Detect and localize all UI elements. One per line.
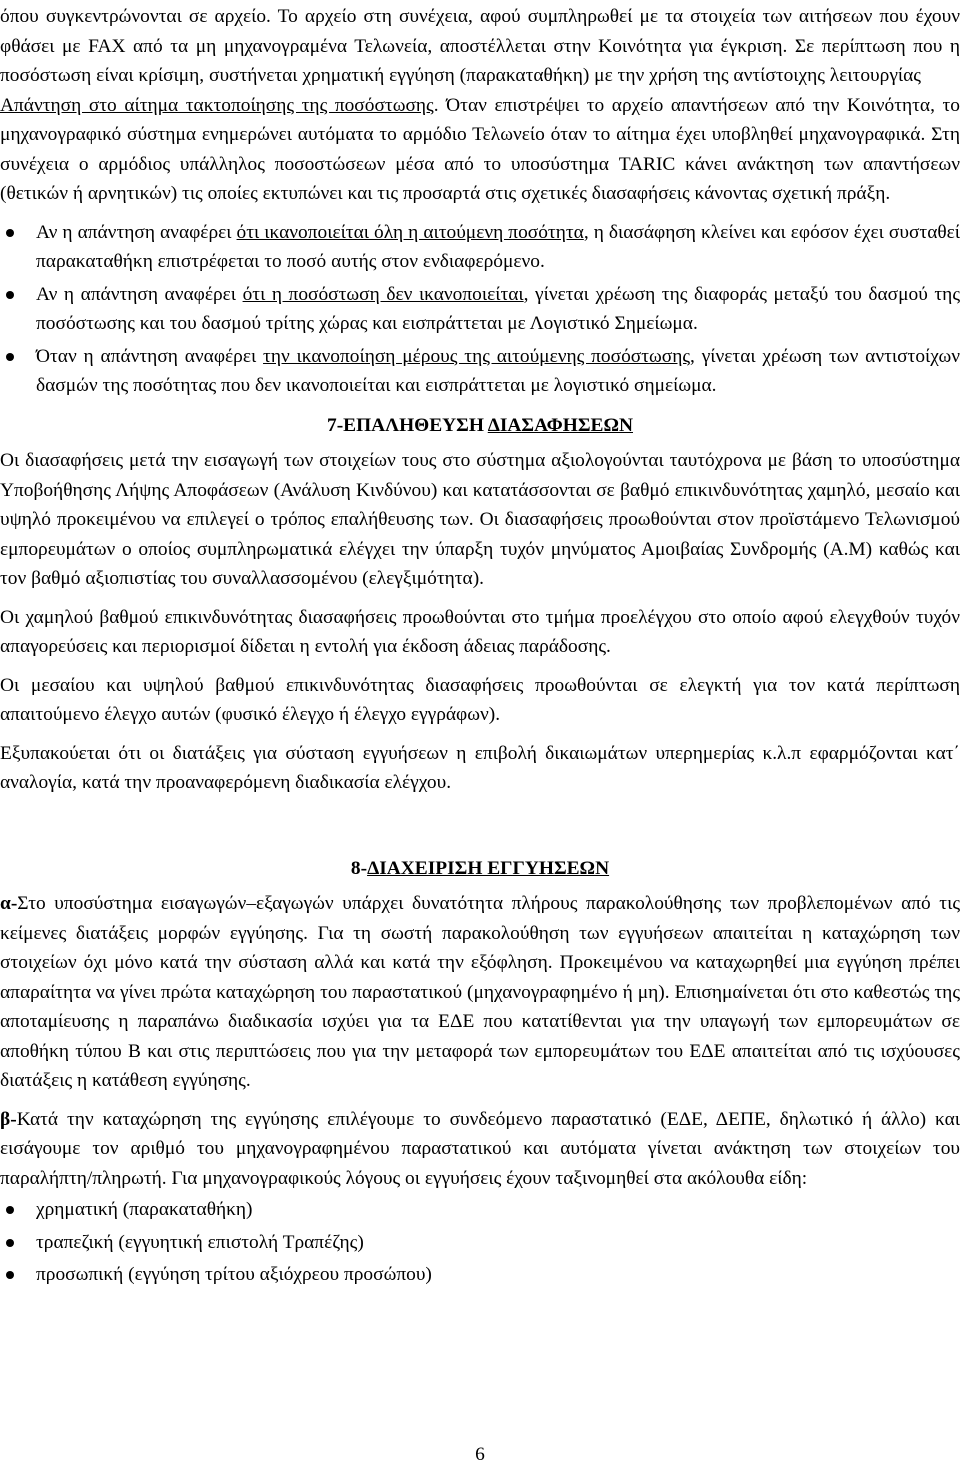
section-8-paragraph-a: α-Στο υποσύστημα εισαγωγών–εξαγωγών υπάρχει δυνατότητα πλήρους παρακολούθησης των προβλεπομένων από τις κείμενες διατάξεις μορφών εγγύησης. Για τη σωστή παρακολούθηση των εγγυήσεων απαιτείται η καταχώρηση των στοιχείων όχι μόνο κατά την σύσταση αλλά και κατά την εξόφληση. Προκειμένου να καταχωρηθεί μια εγγύηση πρέπει απαραίτητα να γίνει πρώτα καταχώρηση του παραστατικού (μηχανογραφημένο ή μη). Επισημαίνεται ότι στο καθεστώς της αποταμίευσης η παραπάνω διαδικασία ισχύει για τα ΕΔΕ που κατατίθενται για την υπαγωγή των εμπορευμάτων σε αποθήκη τύπου Β και στις περιπτώσεις που για την μεταφορά των εμπορευμάτων του ΕΔΕ απαιτείται από τις ισχύουσες διατάξεις η κατάθεση εγγύησης. <box>0 893 960 1091</box>
page-number: 6 <box>475 1444 485 1465</box>
section-8-paragraph-b: β-Κατά την καταχώρηση της εγγύησης επιλέγουμε το συνδεόμενο παραστατικό (ΕΔΕ, ΔΕΠΕ, δηλωτικό ή άλλο) και εισάγουμε τον αριθμό του μηχανογραφημένου παραστατικού και αυτόματα γίνεται ανάκτηση των στοιχείων του παραλήπτη/πληρωτή. Για μηχανογραφικούς λόγους οι εγγυήσεις έχουν ταξινομηθεί στα ακόλουθα είδη: <box>0 1108 960 1189</box>
list-item: τραπεζική (εγγυητική επιστολή Τραπέζης) <box>0 1228 960 1258</box>
list-item: Αν η απάντηση αναφέρει ότι ικανοποιείται όλη η αιτούμενη ποσότητα, η διασάφηση κλείνει και εφόσον έχει συσταθεί παρακαταθήκη επιστρέφεται το ποσό αυτής στον ενδιαφερόμενο. <box>0 218 960 277</box>
section-7-paragraph-3: Οι μεσαίου και υψηλού βαθμού επικινδυνότητας διασαφήσεις προωθούνται σε ελεγκτή για τον κατά περίπτωση απαιτούμενο έλεγχο αυτών (φυσικό έλεγχο ή έλεγχο εγγράφων). <box>0 674 960 725</box>
section-8-heading: 8-ΔΙΑΧΕΙΡΙΣΗ ΕΓΓΥΗΣΕΩΝ <box>350 857 610 879</box>
list-item: προσωπική (εγγύηση τρίτου αξιόχρεου προσώπου) <box>0 1260 960 1290</box>
intro-text-b: . Όταν επιστρέψει το αρχείο απαντήσεων από την Κοινότητα, το μηχανογραφικό σύστημα ενημερώνει αυτόματα το αρμόδιο Τελωνείο όταν το αίτημα έχει υποβληθεί μηχανογραφικά. Στη συνέχεια ο αρμόδιος υπάλληλος ποσοστώσεων μέσα από το υποσύστημα TARIC κάνει ανάκτηση των απαντήσεων (θετικών ή αρνητικών) τις οποίες εκτυπώνει και τις προσαρτά στις σχετικές διασαφήσεις κάνοντας σχετική πράξη. <box>0 94 960 204</box>
function-reference: Απάντηση στο αίτημα τακτοποίησης της ποσόστωσης <box>0 94 434 116</box>
section-7-heading: 7-ΕΠΑΛΗΘΕΥΣΗ ΔΙΑΣΑΦΗΣΕΩΝ <box>327 414 633 436</box>
section-7-paragraph-2: Οι χαμηλού βαθμού επικινδυνότητας διασαφήσεις προωθούνται στο τμήμα προελέγχου στο οποίο αφού ελεγχθούν τυχόν απαγορεύσεις και περιορισμοί δίδεται η εντολή για έκδοση άδειας παράδοσης. <box>0 606 960 657</box>
intro-text-a: όπου συγκεντρώνονται σε αρχείο. Το αρχείο στη συνέχεια, αφού συμπληρωθεί με τα στοιχεία των αιτήσεων που έχουν φθάσει με FAX από τα μη μηχανογραμένα Τελωνεία, αποστέλλεται στην Κοινότητα για έγκριση. Σε περίπτωση που η ποσόστωση είναι κρίσιμη, συστήνεται χρηματική εγγύηση (παρακαταθήκη) με την χρήση της αντίστοιχης λειτουργίας <box>0 6 960 86</box>
section-7-paragraph-4: Εξυπακούεται ότι οι διατάξεις για σύσταση εγγυήσεων η επιβολή δικαιωμάτων υπερημερίας κ.λ.π εφαρμόζονται κατ΄ αναλογία, κατά την προαναφερόμενη διαδικασία ελέγχου. <box>0 742 960 793</box>
list-item: Όταν η απάντηση αναφέρει την ικανοποίηση μέρους της αιτούμενης ποσόστωσης, γίνεται χρέωση των αντιστοίχων δασμών της ποσότητας που δεν ικανοποιείται και εισπράττεται με λογιστικό σημείωμα. <box>0 342 960 401</box>
list-item: Αν η απάντηση αναφέρει ότι η ποσόστωση δεν ικανοποιείται, γίνεται χρέωση της διαφοράς μεταξύ του δασμού της ποσόστωσης και του δασμού τρίτης χώρας και εισπράττεται με Λογιστικό Σημείωμα. <box>0 280 960 339</box>
response-cases-list <box>0 218 960 401</box>
section-7-paragraph-1: Οι διασαφήσεις μετά την εισαγωγή των στοιχείων τους στο σύστημα αξιολογούνται ταυτόχρονα με βάση το υποσύστημα Υποβοήθησης Λήψης Αποφάσεων (Ανάλυση Κινδύνου) και κατατάσσονται σε βαθμό επικινδυνότητας χαμηλό, μεσαίο και υψηλό προκειμένου να επιλεγεί ο τρόπος επαλήθευσης των. Οι διασαφήσεις προωθούνται στον προϊστάμενο Τελωνισμού εμπορευμάτων ο οποίος συμπληρωματικά ελέγχει την ύπαρξη τυχόν μηνύματος Αμοιβαίας Συνδρομής (Α.Μ) καθώς και τον βαθμό αξιοπιστίας του συναλλασσομένου (ελεγξιμότητα). <box>0 450 960 589</box>
guarantee-types-list <box>0 1195 960 1290</box>
list-item: χρηματική (παρακαταθήκη) <box>0 1195 960 1225</box>
intro-paragraph <box>0 2 960 209</box>
